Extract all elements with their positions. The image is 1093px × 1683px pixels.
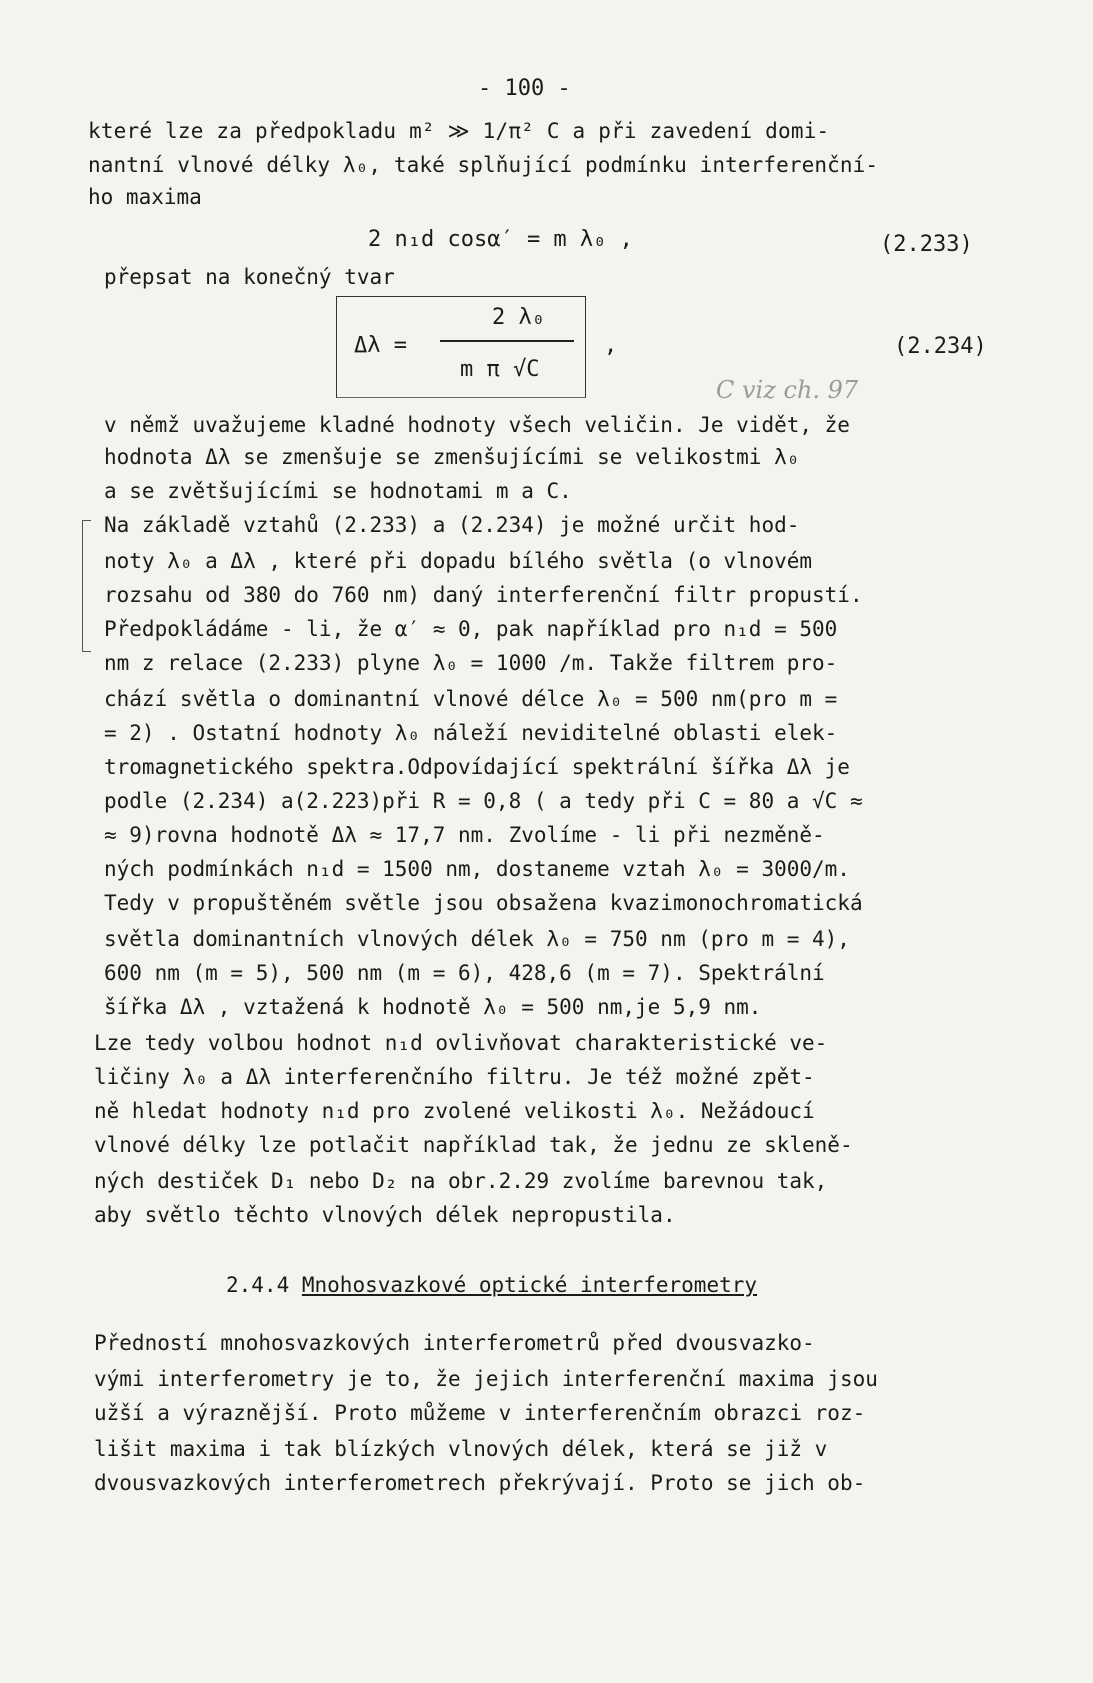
equation-number-2-234: (2.234) (894, 334, 987, 359)
text-line: nm z relace (2.233) plyne λ₀ = 1000 /m. Takže filtrem pro- (104, 651, 838, 675)
text-line: ných podmínkách n₁d = 1500 nm, dostaneme vztah λ₀ = 3000/m. (104, 857, 850, 881)
text-line: = 2) . Ostatní hodnoty λ₀ náleží neviditelné oblasti elek- (104, 721, 838, 745)
text-line: ně hledat hodnoty n₁d pro zvolené velikosti λ₀. Nežádoucí (94, 1099, 815, 1123)
text-line: užší a výraznější. Proto můžeme v interferenčním obrazci roz- (94, 1401, 866, 1425)
text-line: ličiny λ₀ a Δλ interferenčního filtru. Je též možné zpět- (94, 1065, 815, 1089)
text-line: a se zvětšujícími se hodnotami m a C. (104, 479, 572, 503)
text-line: 600 nm (m = 5), 500 nm (m = 6), 428,6 (m = 7). Spektrální (104, 961, 825, 985)
equation-number-2-233: (2.233) (880, 232, 973, 257)
text-line: podle (2.234) a(2.223)při R = 0,8 ( a tedy při C = 80 a √C ≈ (104, 789, 863, 813)
text-line: Předností mnohosvazkových interferometrů před dvousvazko- (94, 1331, 815, 1355)
text-line: lišit maxima i tak blízkých vlnových délek, která se již v (94, 1437, 828, 1461)
text-line: Na základě vztahů (2.233) a (2.234) je možné určit hod- (104, 513, 800, 537)
section-heading (226, 1272, 757, 1298)
fraction-bar (440, 340, 574, 342)
text-line: nantní vlnové délky λ₀, také splňující podmínku interferenční- (88, 153, 879, 177)
text-line: světla dominantních vlnových délek λ₀ = 750 nm (pro m = 4), (104, 927, 850, 951)
text-line: vými interferometry je to, že jejich interferenční maxima jsou (94, 1367, 878, 1391)
text-line: aby světlo těchto vlnových délek nepropustila. (94, 1203, 676, 1227)
text-line: rozsahu od 380 do 760 nm) daný interferenční filtr propustí. (104, 583, 863, 607)
text-line: tromagnetického spektra.Odpovídající spektrální šířka Δλ je (104, 755, 850, 779)
equation-2-234-comma: , (604, 333, 618, 358)
page-number: - 100 - (478, 76, 571, 101)
equation-2-233: 2 n₁d cosα′ = m λ₀ , (368, 227, 633, 252)
text-line: dvousvazkových interferometrech překrývají. Proto se jich ob- (94, 1471, 866, 1495)
section-title: Mnohosvazkové optické interferometry (301, 1273, 758, 1297)
margin-bracket (82, 520, 91, 652)
text-line: vlnové délky lze potlačit například tak, že jednu ze skleně- (94, 1133, 853, 1157)
text-line: přepsat na konečný tvar (104, 265, 395, 289)
text-line: ných destiček D₁ nebo D₂ na obr.2.29 zvolíme barevnou tak, (94, 1169, 828, 1193)
text-line: v němž uvažujeme kladné hodnoty všech veličin. Je vidět, že (104, 413, 850, 437)
text-line: noty λ₀ a Δλ , které při dopadu bílého světla (o vlnovém (104, 549, 813, 573)
text-line: které lze za předpokladu m² ≫ 1/π² C a při zavedení domi- (88, 119, 830, 143)
section-number: 2.4.4 (226, 1273, 290, 1297)
equation-2-234-denominator: m π √C (460, 357, 540, 382)
equation-2-234-numerator: 2 λ₀ (492, 305, 545, 330)
text-line: Lze tedy volbou hodnot n₁d ovlivňovat charakteristické ve- (94, 1031, 828, 1055)
handwritten-note: C viz ch. 97 (716, 376, 859, 404)
text-line: ≈ 9)rovna hodnotě Δλ ≈ 17,7 nm. Zvolíme - li při nezměně- (104, 823, 825, 847)
text-line: Předpokládáme - li, že α′ ≈ 0, pak například pro n₁d = 500 (104, 617, 838, 641)
text-line: chází světla o dominantní vlnové délce λ₀ = 500 nm(pro m = (104, 687, 838, 711)
text-line: šířka Δλ , vztažená k hodnotě λ₀ = 500 nm,je 5,9 nm. (104, 995, 762, 1019)
text-line: ho maxima (88, 185, 202, 209)
text-line: Tedy v propuštěném světle jsou obsažena kvazimonochromatická (104, 891, 863, 915)
text-line: hodnota Δλ se zmenšuje se zmenšujícími se velikostmi λ₀ (104, 445, 800, 469)
equation-2-234-lhs: Δλ = (354, 333, 407, 358)
